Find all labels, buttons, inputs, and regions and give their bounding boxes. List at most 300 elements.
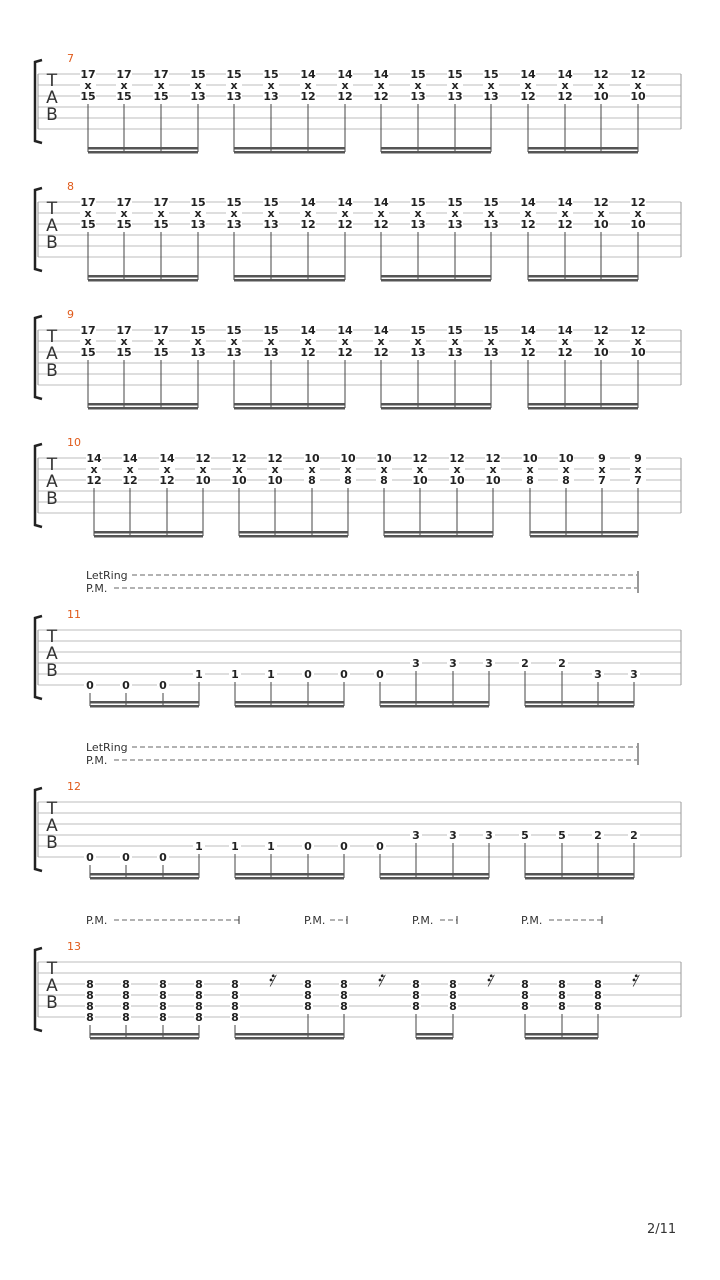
beam <box>528 275 638 278</box>
beam <box>530 531 638 534</box>
muted-note: x <box>561 207 569 220</box>
tab-clef-letter: T <box>46 959 58 979</box>
muted-note: x <box>634 79 642 92</box>
fret-number: 10 <box>593 218 609 231</box>
beam <box>528 151 638 154</box>
fret-number: 12 <box>520 218 536 231</box>
fret-number: 14 <box>337 196 353 209</box>
muted-note: x <box>157 335 165 348</box>
beam <box>235 705 344 708</box>
fret-number: 3 <box>449 657 457 670</box>
beam <box>381 407 491 410</box>
beam <box>525 701 634 704</box>
fret-number: 8 <box>159 978 167 991</box>
beam <box>88 407 198 410</box>
fret-number: 8 <box>558 1000 566 1013</box>
beam <box>525 705 634 708</box>
fret-number: 8 <box>304 989 312 1002</box>
fret-number: 12 <box>630 324 646 337</box>
fret-number: 12 <box>630 196 646 209</box>
sixteenth-rest: 𝄿 <box>485 967 493 992</box>
fret-number: 12 <box>373 346 389 359</box>
palm-mute-label: P.M. <box>304 914 326 927</box>
page-number: 2/11 <box>647 1222 677 1237</box>
fret-number: 15 <box>483 68 499 81</box>
fret-number: 8 <box>195 989 203 1002</box>
tab-clef-letter: T <box>46 627 58 647</box>
fret-number: 15 <box>483 196 499 209</box>
fret-number: 12 <box>557 90 573 103</box>
fret-number: 10 <box>593 346 609 359</box>
fret-number: 8 <box>231 989 239 1002</box>
fret-number: 15 <box>226 324 242 337</box>
beam <box>381 279 491 282</box>
fret-number: 9 <box>634 452 642 465</box>
sixteenth-rest: 𝄿 <box>267 967 275 992</box>
beam <box>90 873 199 876</box>
beam <box>380 877 489 880</box>
muted-note: x <box>487 79 495 92</box>
palm-mute-label: P.M. <box>86 582 108 595</box>
fret-number: 12 <box>593 68 609 81</box>
fret-number: 8 <box>558 978 566 991</box>
fret-number: 0 <box>86 679 94 692</box>
beam <box>235 873 344 876</box>
beam <box>528 147 638 150</box>
muted-note: x <box>199 463 207 476</box>
fret-number: 10 <box>558 452 574 465</box>
fret-number: 15 <box>153 218 169 231</box>
tab-clef-letter: A <box>46 88 58 108</box>
fret-number: 13 <box>190 218 206 231</box>
fret-number: 13 <box>226 218 242 231</box>
muted-note: x <box>451 335 459 348</box>
fret-number: 8 <box>340 1000 348 1013</box>
beam <box>239 531 348 534</box>
fret-number: 10 <box>195 474 211 487</box>
beam <box>239 535 348 538</box>
beam <box>88 279 198 282</box>
fret-number: 14 <box>300 68 316 81</box>
muted-note: x <box>524 335 532 348</box>
fret-number: 0 <box>159 851 167 864</box>
fret-number: 14 <box>520 68 536 81</box>
beam <box>528 403 638 406</box>
muted-note: x <box>561 335 569 348</box>
muted-note: x <box>157 207 165 220</box>
palm-mute-label: P.M. <box>86 754 108 767</box>
fret-number: 0 <box>159 679 167 692</box>
fret-number: 10 <box>485 474 501 487</box>
tab-clef-letter: B <box>46 661 58 681</box>
fret-number: 12 <box>557 218 573 231</box>
muted-note: x <box>308 463 316 476</box>
fret-number: 13 <box>410 90 426 103</box>
fret-number: 0 <box>304 668 312 681</box>
fret-number: 15 <box>447 196 463 209</box>
fret-number: 10 <box>304 452 320 465</box>
fret-number: 8 <box>195 1000 203 1013</box>
muted-note: x <box>453 463 461 476</box>
beam <box>381 275 491 278</box>
fret-number: 14 <box>373 196 389 209</box>
muted-note: x <box>341 79 349 92</box>
tab-clef-letter: B <box>46 489 58 509</box>
fret-number: 17 <box>80 324 96 337</box>
fret-number: 8 <box>231 1011 239 1024</box>
fret-number: 8 <box>594 978 602 991</box>
fret-number: 7 <box>634 474 642 487</box>
fret-number: 8 <box>122 1000 130 1013</box>
muted-note: x <box>377 207 385 220</box>
tab-clef-letter: A <box>46 644 58 664</box>
fret-number: 15 <box>263 324 279 337</box>
muted-note: x <box>341 335 349 348</box>
fret-number: 12 <box>300 346 316 359</box>
tab-clef-letter: A <box>46 472 58 492</box>
fret-number: 15 <box>410 196 426 209</box>
fret-number: 0 <box>86 851 94 864</box>
tab-clef-letter: T <box>46 799 58 819</box>
fret-number: 10 <box>376 452 392 465</box>
beam <box>384 531 493 534</box>
fret-number: 14 <box>557 324 573 337</box>
fret-number: 1 <box>267 840 275 853</box>
fret-number: 8 <box>449 989 457 1002</box>
fret-number: 3 <box>630 668 638 681</box>
fret-number: 8 <box>594 1000 602 1013</box>
muted-note: x <box>377 335 385 348</box>
beam <box>90 1037 199 1040</box>
fret-number: 2 <box>558 657 566 670</box>
muted-note: x <box>414 335 422 348</box>
tab-clef-letter: A <box>46 976 58 996</box>
muted-note: x <box>90 463 98 476</box>
measure-number: 13 <box>67 940 81 953</box>
tab-clef-letter: A <box>46 216 58 236</box>
beam <box>90 705 199 708</box>
fret-number: 8 <box>159 1011 167 1024</box>
muted-note: x <box>271 463 279 476</box>
let-ring-label: LetRing <box>86 741 128 754</box>
fret-number: 14 <box>337 324 353 337</box>
fret-number: 13 <box>483 346 499 359</box>
fret-number: 17 <box>153 324 169 337</box>
fret-number: 3 <box>412 829 420 842</box>
fret-number: 15 <box>153 90 169 103</box>
fret-number: 0 <box>122 679 130 692</box>
fret-number: 13 <box>190 90 206 103</box>
fret-number: 13 <box>263 218 279 231</box>
muted-note: x <box>194 207 202 220</box>
muted-note: x <box>341 207 349 220</box>
fret-number: 0 <box>304 840 312 853</box>
fret-number: 12 <box>337 218 353 231</box>
beam <box>90 877 199 880</box>
fret-number: 12 <box>195 452 211 465</box>
beam <box>235 1033 344 1036</box>
fret-number: 12 <box>630 68 646 81</box>
fret-number: 14 <box>337 68 353 81</box>
fret-number: 1 <box>195 668 203 681</box>
beam <box>88 147 198 150</box>
muted-note: x <box>380 463 388 476</box>
fret-number: 12 <box>593 196 609 209</box>
fret-number: 14 <box>520 324 536 337</box>
fret-number: 1 <box>195 840 203 853</box>
fret-number: 12 <box>593 324 609 337</box>
beam <box>530 535 638 538</box>
fret-number: 8 <box>340 989 348 1002</box>
muted-note: x <box>304 79 312 92</box>
muted-note: x <box>561 79 569 92</box>
let-ring-label: LetRing <box>86 569 128 582</box>
fret-number: 10 <box>231 474 247 487</box>
muted-note: x <box>451 207 459 220</box>
fret-number: 12 <box>231 452 247 465</box>
beam <box>384 535 493 538</box>
muted-note: x <box>451 79 459 92</box>
fret-number: 10 <box>522 452 538 465</box>
muted-note: x <box>598 463 606 476</box>
fret-number: 3 <box>594 668 602 681</box>
fret-number: 12 <box>300 90 316 103</box>
fret-number: 13 <box>226 90 242 103</box>
fret-number: 14 <box>300 196 316 209</box>
beam <box>88 403 198 406</box>
muted-note: x <box>414 207 422 220</box>
fret-number: 12 <box>373 90 389 103</box>
fret-number: 8 <box>195 1011 203 1024</box>
fret-number: 14 <box>159 452 175 465</box>
fret-number: 8 <box>159 1000 167 1013</box>
muted-note: x <box>377 79 385 92</box>
fret-number: 8 <box>122 1011 130 1024</box>
fret-number: 8 <box>308 474 316 487</box>
fret-number: 15 <box>447 324 463 337</box>
muted-note: x <box>235 463 243 476</box>
sixteenth-rest: 𝄿 <box>376 967 384 992</box>
fret-number: 17 <box>153 68 169 81</box>
fret-number: 1 <box>231 840 239 853</box>
beam <box>525 873 634 876</box>
fret-number: 13 <box>447 218 463 231</box>
fret-number: 2 <box>594 829 602 842</box>
fret-number: 8 <box>304 978 312 991</box>
muted-note: x <box>634 335 642 348</box>
fret-number: 8 <box>558 989 566 1002</box>
muted-note: x <box>230 79 238 92</box>
fret-number: 15 <box>410 324 426 337</box>
beam <box>381 147 491 150</box>
muted-note: x <box>194 335 202 348</box>
muted-note: x <box>304 335 312 348</box>
fret-number: 12 <box>267 452 283 465</box>
fret-number: 8 <box>449 1000 457 1013</box>
fret-number: 15 <box>116 90 132 103</box>
beam <box>234 275 345 278</box>
fret-number: 14 <box>300 324 316 337</box>
beam <box>88 275 198 278</box>
fret-number: 12 <box>86 474 102 487</box>
fret-number: 8 <box>86 1000 94 1013</box>
muted-note: x <box>194 79 202 92</box>
fret-number: 15 <box>80 90 96 103</box>
beam <box>380 705 489 708</box>
palm-mute-label: P.M. <box>86 914 108 927</box>
fret-number: 1 <box>267 668 275 681</box>
fret-number: 3 <box>485 657 493 670</box>
fret-number: 15 <box>263 196 279 209</box>
fret-number: 12 <box>485 452 501 465</box>
fret-number: 14 <box>557 68 573 81</box>
tab-clef-letter: B <box>46 105 58 125</box>
tab-clef-letter: T <box>46 327 58 347</box>
fret-number: 10 <box>267 474 283 487</box>
muted-note: x <box>524 207 532 220</box>
muted-note: x <box>267 79 275 92</box>
beam <box>235 1037 344 1040</box>
beam <box>528 279 638 282</box>
fret-number: 17 <box>116 196 132 209</box>
fret-number: 12 <box>412 452 428 465</box>
fret-number: 10 <box>412 474 428 487</box>
fret-number: 8 <box>521 989 529 1002</box>
beam <box>416 1037 453 1040</box>
fret-number: 8 <box>122 989 130 1002</box>
fret-number: 2 <box>630 829 638 842</box>
fret-number: 17 <box>80 196 96 209</box>
fret-number: 14 <box>86 452 102 465</box>
beam <box>381 151 491 154</box>
fret-number: 3 <box>412 657 420 670</box>
fret-number: 13 <box>483 218 499 231</box>
fret-number: 15 <box>80 346 96 359</box>
fret-number: 12 <box>520 346 536 359</box>
fret-number: 14 <box>122 452 138 465</box>
fret-number: 12 <box>300 218 316 231</box>
beam <box>525 877 634 880</box>
tab-clef-letter: T <box>46 71 58 91</box>
fret-number: 17 <box>116 324 132 337</box>
muted-note: x <box>230 335 238 348</box>
fret-number: 12 <box>337 90 353 103</box>
muted-note: x <box>120 207 128 220</box>
beam <box>234 279 345 282</box>
sixteenth-rest: 𝄿 <box>630 967 638 992</box>
beam <box>234 407 345 410</box>
fret-number: 17 <box>116 68 132 81</box>
muted-note: x <box>84 207 92 220</box>
fret-number: 12 <box>122 474 138 487</box>
muted-note: x <box>597 79 605 92</box>
fret-number: 8 <box>304 1000 312 1013</box>
muted-note: x <box>344 463 352 476</box>
fret-number: 15 <box>410 68 426 81</box>
fret-number: 15 <box>190 68 206 81</box>
fret-number: 12 <box>159 474 175 487</box>
fret-number: 15 <box>483 324 499 337</box>
muted-note: x <box>634 463 642 476</box>
fret-number: 2 <box>521 657 529 670</box>
fret-number: 3 <box>485 829 493 842</box>
fret-number: 15 <box>447 68 463 81</box>
fret-number: 8 <box>195 978 203 991</box>
beam <box>234 403 345 406</box>
fret-number: 15 <box>190 324 206 337</box>
fret-number: 12 <box>337 346 353 359</box>
muted-note: x <box>230 207 238 220</box>
muted-note: x <box>524 79 532 92</box>
fret-number: 0 <box>376 840 384 853</box>
muted-note: x <box>163 463 171 476</box>
beam <box>235 701 344 704</box>
fret-number: 14 <box>557 196 573 209</box>
beam <box>380 701 489 704</box>
fret-number: 9 <box>598 452 606 465</box>
fret-number: 14 <box>373 68 389 81</box>
muted-note: x <box>84 79 92 92</box>
fret-number: 12 <box>373 218 389 231</box>
fret-number: 12 <box>557 346 573 359</box>
fret-number: 13 <box>226 346 242 359</box>
beam <box>525 1033 598 1036</box>
muted-note: x <box>597 335 605 348</box>
tab-clef-letter: A <box>46 816 58 836</box>
muted-note: x <box>267 335 275 348</box>
fret-number: 13 <box>263 90 279 103</box>
fret-number: 14 <box>373 324 389 337</box>
muted-note: x <box>634 207 642 220</box>
fret-number: 0 <box>376 668 384 681</box>
muted-note: x <box>487 207 495 220</box>
beam <box>88 151 198 154</box>
palm-mute-label: P.M. <box>412 914 434 927</box>
measure-number: 9 <box>67 308 74 321</box>
fret-number: 5 <box>521 829 529 842</box>
muted-note: x <box>562 463 570 476</box>
measure-number: 12 <box>67 780 81 793</box>
fret-number: 17 <box>153 196 169 209</box>
fret-number: 12 <box>520 90 536 103</box>
fret-number: 8 <box>412 1000 420 1013</box>
fret-number: 13 <box>483 90 499 103</box>
palm-mute-label: P.M. <box>521 914 543 927</box>
muted-note: x <box>487 335 495 348</box>
fret-number: 13 <box>447 346 463 359</box>
beam <box>416 1033 453 1036</box>
fret-number: 0 <box>122 851 130 864</box>
fret-number: 13 <box>447 90 463 103</box>
fret-number: 8 <box>526 474 534 487</box>
beam <box>381 403 491 406</box>
fret-number: 1 <box>231 668 239 681</box>
muted-note: x <box>526 463 534 476</box>
fret-number: 17 <box>80 68 96 81</box>
fret-number: 8 <box>521 1000 529 1013</box>
fret-number: 15 <box>80 218 96 231</box>
measure-number: 8 <box>67 180 74 193</box>
fret-number: 7 <box>598 474 606 487</box>
fret-number: 8 <box>562 474 570 487</box>
muted-note: x <box>126 463 134 476</box>
fret-number: 15 <box>190 196 206 209</box>
fret-number: 13 <box>263 346 279 359</box>
fret-number: 15 <box>263 68 279 81</box>
fret-number: 14 <box>520 196 536 209</box>
fret-number: 8 <box>122 978 130 991</box>
fret-number: 10 <box>630 218 646 231</box>
